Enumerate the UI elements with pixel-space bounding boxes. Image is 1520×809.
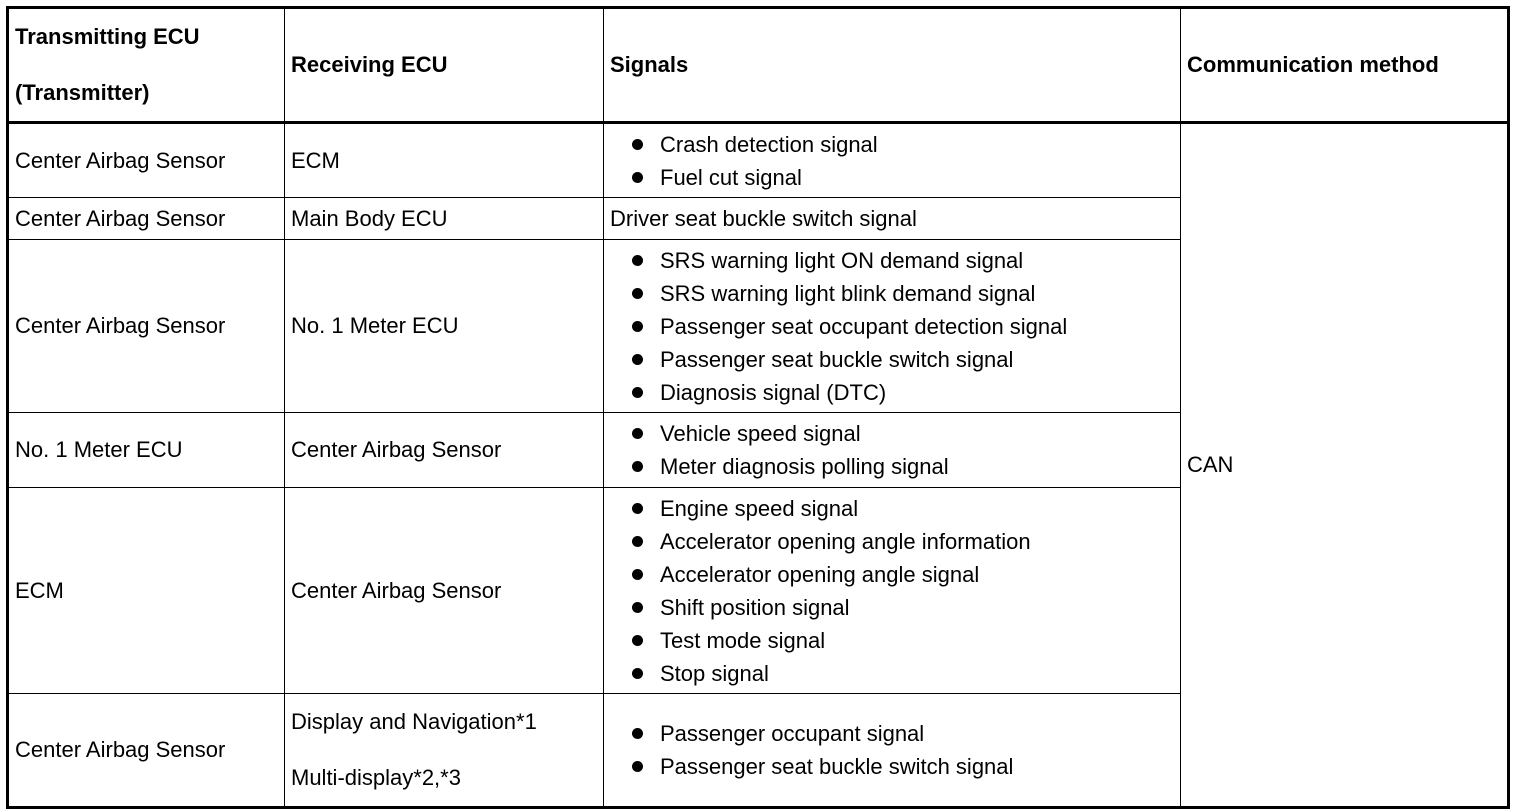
transmitter-cell: No. 1 Meter ECU xyxy=(8,413,285,488)
signal-item: Engine speed signal xyxy=(628,492,1174,525)
signal-item: SRS warning light blink demand signal xyxy=(628,277,1174,310)
receiver-line2: Multi-display*2,*3 xyxy=(291,765,461,790)
signal-item: Crash detection signal xyxy=(628,128,1174,161)
signal-item: Accelerator opening angle signal xyxy=(628,558,1174,591)
transmitter-cell: Center Airbag Sensor xyxy=(8,198,285,240)
receiver-cell: ECM xyxy=(285,123,604,198)
receiver-cell: Center Airbag Sensor xyxy=(285,413,604,488)
transmitter-cell: Center Airbag Sensor xyxy=(8,694,285,808)
signal-item: Vehicle speed signal xyxy=(628,417,1174,450)
receiver-line1: Display and Navigation*1 xyxy=(291,709,537,734)
signal-item: Meter diagnosis polling signal xyxy=(628,450,1174,483)
signal-item: Test mode signal xyxy=(628,624,1174,657)
receiver-cell: Main Body ECU xyxy=(285,198,604,240)
table-header-row xyxy=(8,8,1509,123)
header-transmitter xyxy=(8,8,285,123)
header-receiver: Receiving ECU xyxy=(285,8,604,123)
signals-cell xyxy=(604,488,1181,694)
method-cell: CAN xyxy=(1181,123,1509,808)
signals-cell xyxy=(604,123,1181,198)
receiver-cell xyxy=(285,694,604,808)
transmitter-cell: Center Airbag Sensor xyxy=(8,240,285,413)
signal-item: Passenger seat buckle switch signal xyxy=(628,750,1174,783)
signal-item: SRS warning light ON demand signal xyxy=(628,244,1174,277)
receiver-cell: No. 1 Meter ECU xyxy=(285,240,604,413)
signal-item: Accelerator opening angle information xyxy=(628,525,1174,558)
signals-cell xyxy=(604,413,1181,488)
signal-item: Shift position signal xyxy=(628,591,1174,624)
receiver-cell: Center Airbag Sensor xyxy=(285,488,604,694)
signal-item: Passenger seat buckle switch signal xyxy=(628,343,1174,376)
signal-item: Passenger occupant signal xyxy=(628,717,1174,750)
signal-item: Passenger seat occupant detection signal xyxy=(628,310,1174,343)
signal-item: Fuel cut signal xyxy=(628,161,1174,194)
header-method: Communication method xyxy=(1181,8,1509,123)
signals-cell xyxy=(604,694,1181,808)
signal-item: Diagnosis signal (DTC) xyxy=(628,376,1174,409)
transmitter-cell: Center Airbag Sensor xyxy=(8,123,285,198)
table-row xyxy=(8,123,1509,198)
signals-cell xyxy=(604,240,1181,413)
signal-item: Stop signal xyxy=(628,657,1174,690)
transmitter-cell: ECM xyxy=(8,488,285,694)
header-transmitter-line2: (Transmitter) xyxy=(15,80,150,105)
signals-cell: Driver seat buckle switch signal xyxy=(604,198,1181,240)
header-transmitter-line1: Transmitting ECU xyxy=(15,24,200,49)
ecu-communication-table xyxy=(6,6,1510,809)
header-signals: Signals xyxy=(604,8,1181,123)
